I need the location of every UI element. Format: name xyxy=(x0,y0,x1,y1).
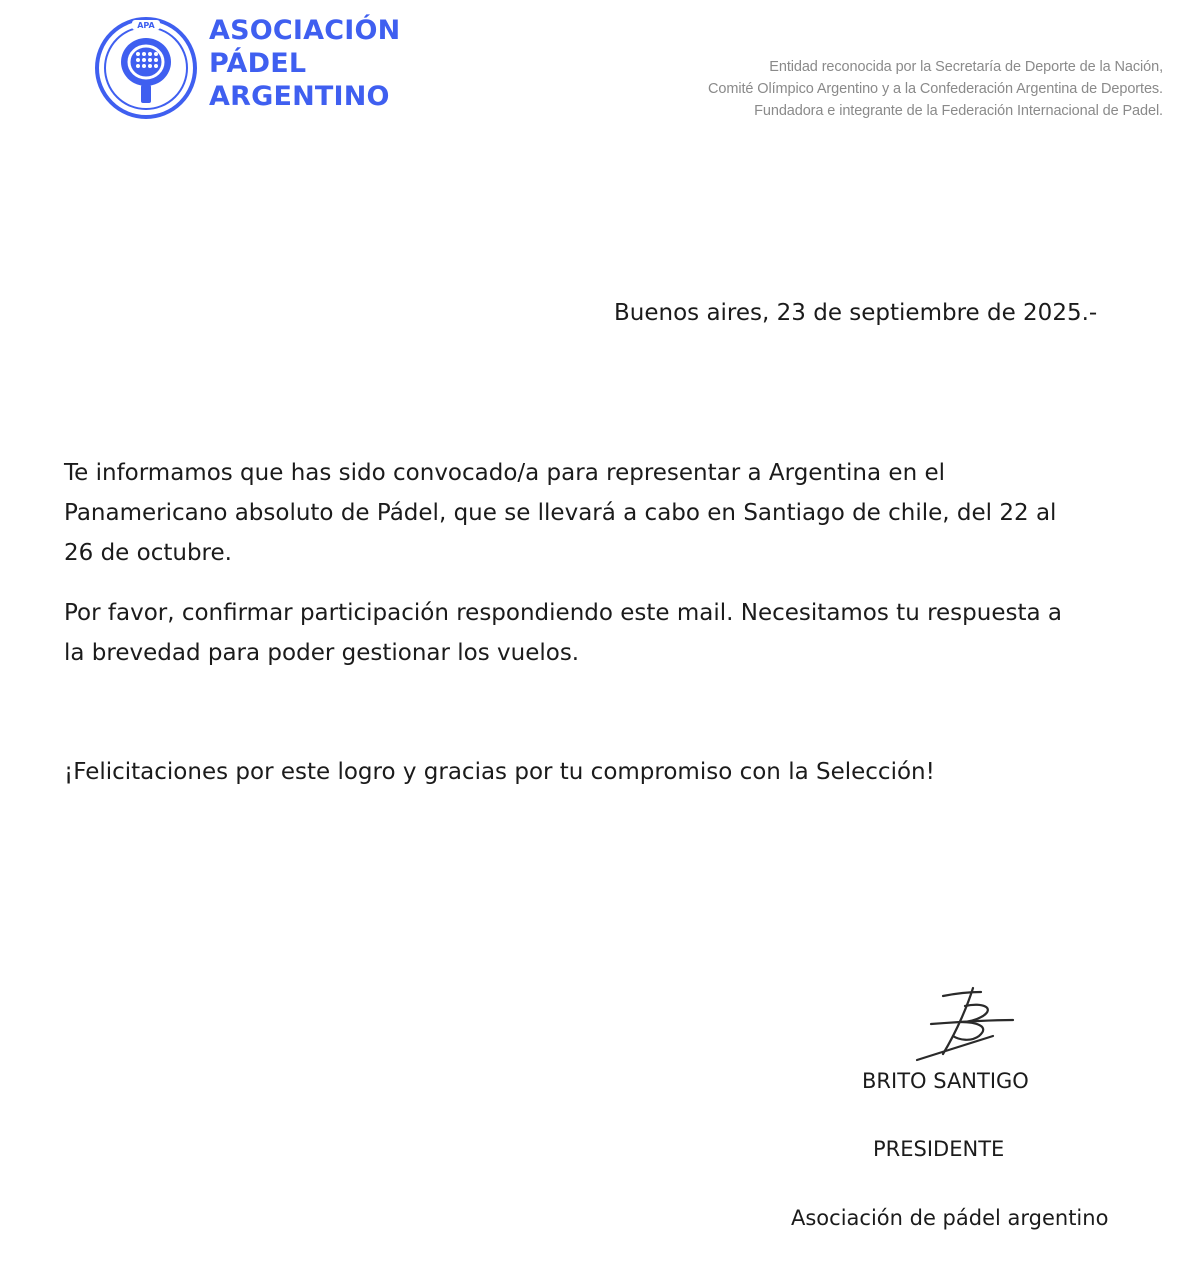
paragraph-confirmation xyxy=(64,593,1062,673)
paragraph-line: Por favor, confirmar participación respondiendo este mail. Necesitamos tu respuesta a xyxy=(64,600,1062,626)
logo-badge-text: APA xyxy=(137,21,155,30)
paragraph-line: ¡Felicitaciones por este logro y gracias por tu compromiso con la Selección! xyxy=(64,759,935,785)
paragraph-line: Te informamos que has sido convocado/a para representar a Argentina en el xyxy=(64,460,945,486)
paragraph-congratulations xyxy=(64,752,935,792)
paragraph-line: 26 de octubre. xyxy=(64,540,232,566)
signer-role: PRESIDENTE xyxy=(873,1137,1005,1161)
org-name-line: PÁDEL xyxy=(209,48,307,79)
paragraph-line: Panamericano absoluto de Pádel, que se llevará a cabo en Santiago de chile, del 22 al xyxy=(64,500,1057,526)
entity-note xyxy=(603,56,1163,122)
handwritten-signature-icon xyxy=(913,984,1025,1064)
org-name-line: ASOCIACIÓN xyxy=(209,15,401,46)
apa-logo-icon xyxy=(94,16,198,120)
paragraph-line: la brevedad para poder gestionar los vuelos. xyxy=(64,640,580,666)
entity-note-line: Fundadora e integrante de la Federación Internacional de Padel. xyxy=(754,103,1163,119)
org-name xyxy=(209,14,400,113)
entity-note-line: Entidad reconocida por la Secretaría de Deporte de la Nación, xyxy=(769,59,1163,75)
entity-note-line: Comité Olímpico Argentino y a la Confederación Argentina de Deportes. xyxy=(708,81,1163,97)
signer-organization: Asociación de pádel argentino xyxy=(791,1206,1109,1230)
paragraph-convocation xyxy=(64,453,1056,573)
signer-name: BRITO SANTIGO xyxy=(862,1069,1029,1093)
org-name-line: ARGENTINO xyxy=(209,81,390,112)
letter-date: Buenos aires, 23 de septiembre de 2025.- xyxy=(614,300,1098,326)
